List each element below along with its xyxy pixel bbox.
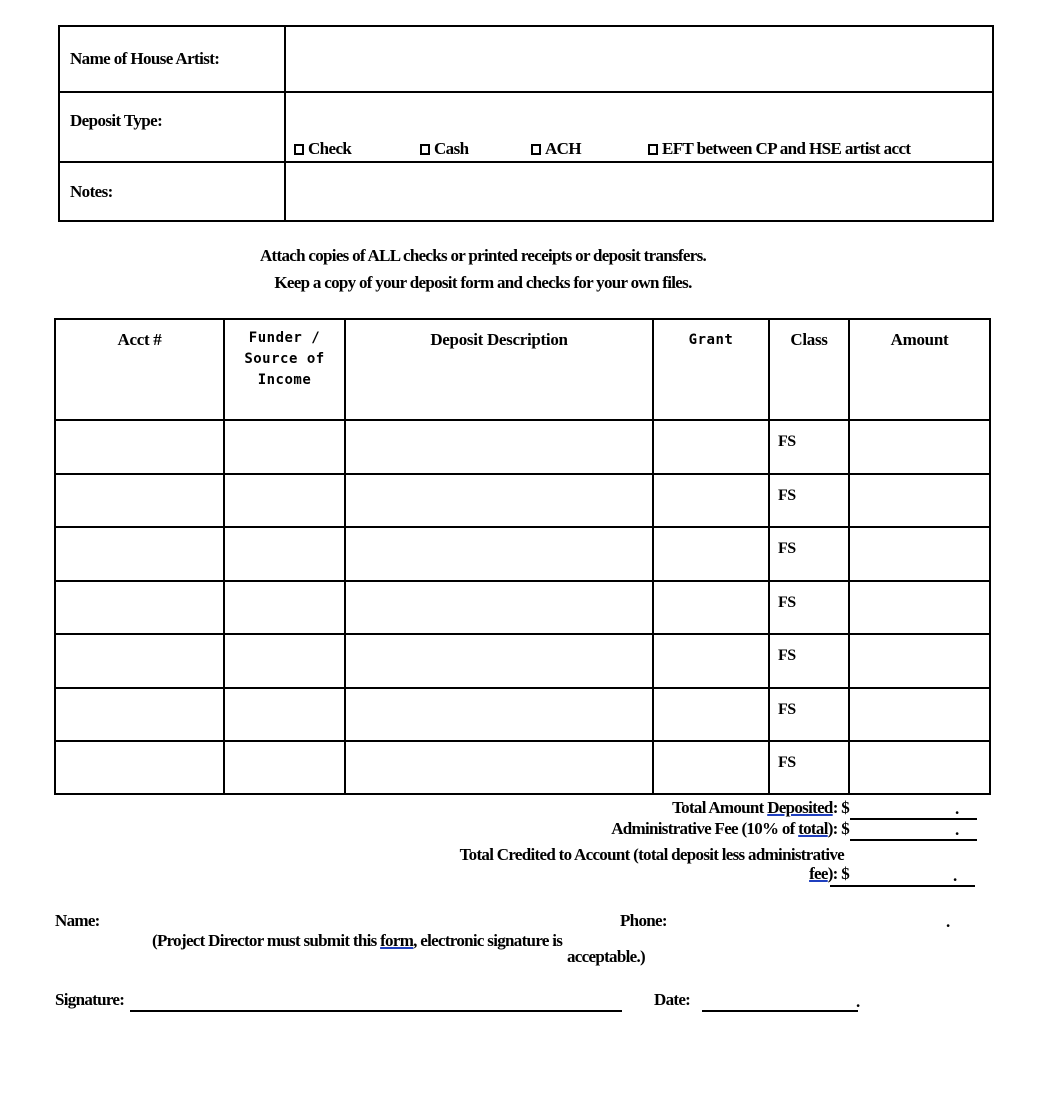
row-divider [56, 580, 989, 582]
notes-field[interactable] [288, 165, 988, 218]
option-eft-label: EFT between CP and HSE artist acct [662, 139, 911, 158]
header-class: Class [790, 330, 828, 349]
admin-fee-label [611, 819, 849, 839]
admin-fee-text: Administrative Fee (10% of [611, 819, 799, 838]
column-divider [284, 27, 286, 91]
date-line[interactable] [702, 1010, 858, 1012]
house-artist-field[interactable] [288, 29, 988, 89]
deposit-table [54, 318, 991, 795]
submit-note-line-2: acceptable.) [567, 947, 645, 966]
checkbox-ach[interactable] [531, 144, 541, 155]
header-grant: Grant [688, 332, 734, 348]
row-2-class: FS [778, 487, 796, 504]
deposit-type-row [60, 93, 992, 163]
signature-line[interactable] [130, 1010, 622, 1012]
header-funder-line-2: Source of [244, 351, 325, 367]
deposit-option-eft[interactable] [648, 139, 910, 159]
total-deposited-suffix: : $ [832, 798, 849, 817]
row-divider [56, 633, 989, 635]
submit-note-link: form [380, 931, 414, 950]
deposit-option-ach[interactable] [531, 139, 581, 159]
total-deposited-text: Total Amount [672, 798, 768, 817]
deposit-type-label: Deposit Type: [70, 111, 163, 130]
column-divider [344, 320, 346, 793]
signature-label: Signature: [55, 990, 125, 1009]
column-divider [848, 320, 850, 793]
row-1-class: FS [778, 433, 796, 450]
total-credited-label-line-1: Total Credited to Account (total deposit less administrative [459, 845, 844, 864]
admin-fee-suffix: ): $ [827, 819, 849, 838]
notes-label: Notes: [70, 182, 113, 201]
row-5-class: FS [778, 647, 796, 664]
submit-note-text: (Project Director must submit this [152, 931, 381, 950]
column-divider [284, 93, 286, 161]
house-artist-info-table [58, 25, 994, 222]
row-divider [56, 419, 989, 421]
checkbox-cash[interactable] [420, 144, 430, 155]
header-acct: Acct # [117, 330, 162, 349]
total-deposited-dot: . [955, 799, 960, 818]
header-funder-line-1: Funder / [248, 330, 321, 346]
admin-fee-dot: . [955, 820, 960, 839]
option-cash-label: Cash [434, 139, 469, 158]
phone-field[interactable] [690, 911, 940, 931]
checkbox-check[interactable] [294, 144, 304, 155]
total-credited-fee-link: fee [809, 864, 828, 883]
total-credited-dot: . [953, 866, 958, 885]
total-deposited-label [672, 798, 849, 818]
row-3-class: FS [778, 540, 796, 557]
total-credited-label-line-2 [809, 864, 849, 884]
row-divider [56, 687, 989, 689]
row-divider [56, 740, 989, 742]
column-divider [768, 320, 770, 793]
name-label: Name: [55, 911, 100, 930]
total-deposited-link: Deposited [767, 798, 833, 817]
admin-fee-link: total [798, 819, 828, 838]
header-description: Deposit Description [430, 330, 568, 349]
deposit-option-cash[interactable] [420, 139, 468, 159]
header-funder-line-3: Income [257, 372, 312, 388]
instruction-line-2: Keep a copy of your deposit form and checks for your own files. [274, 273, 692, 292]
phone-label: Phone: [620, 911, 667, 930]
header-funder [225, 328, 344, 391]
row-7-class: FS [778, 754, 796, 771]
column-divider [652, 320, 654, 793]
deposit-option-check[interactable] [294, 139, 351, 159]
row-divider [56, 526, 989, 528]
option-ach-label: ACH [545, 139, 581, 158]
date-dot: . [856, 992, 861, 1011]
name-field[interactable] [115, 911, 595, 931]
house-artist-label: Name of House Artist: [70, 49, 220, 68]
submit-note-suffix: , electronic signature is [413, 931, 563, 950]
total-credited-suffix: ): $ [827, 864, 849, 883]
phone-dot: . [946, 912, 951, 931]
column-divider [284, 163, 286, 220]
notes-row [60, 163, 992, 220]
checkbox-eft[interactable] [648, 144, 658, 155]
house-artist-row [60, 27, 992, 93]
header-amount: Amount [890, 330, 949, 349]
date-label: Date: [654, 990, 691, 1009]
row-divider [56, 473, 989, 475]
row-4-class: FS [778, 594, 796, 611]
submit-note-line-1 [152, 931, 562, 951]
row-6-class: FS [778, 701, 796, 718]
option-check-label: Check [308, 139, 352, 158]
instruction-line-1: Attach copies of ALL checks or printed receipts or deposit transfers. [259, 246, 707, 265]
